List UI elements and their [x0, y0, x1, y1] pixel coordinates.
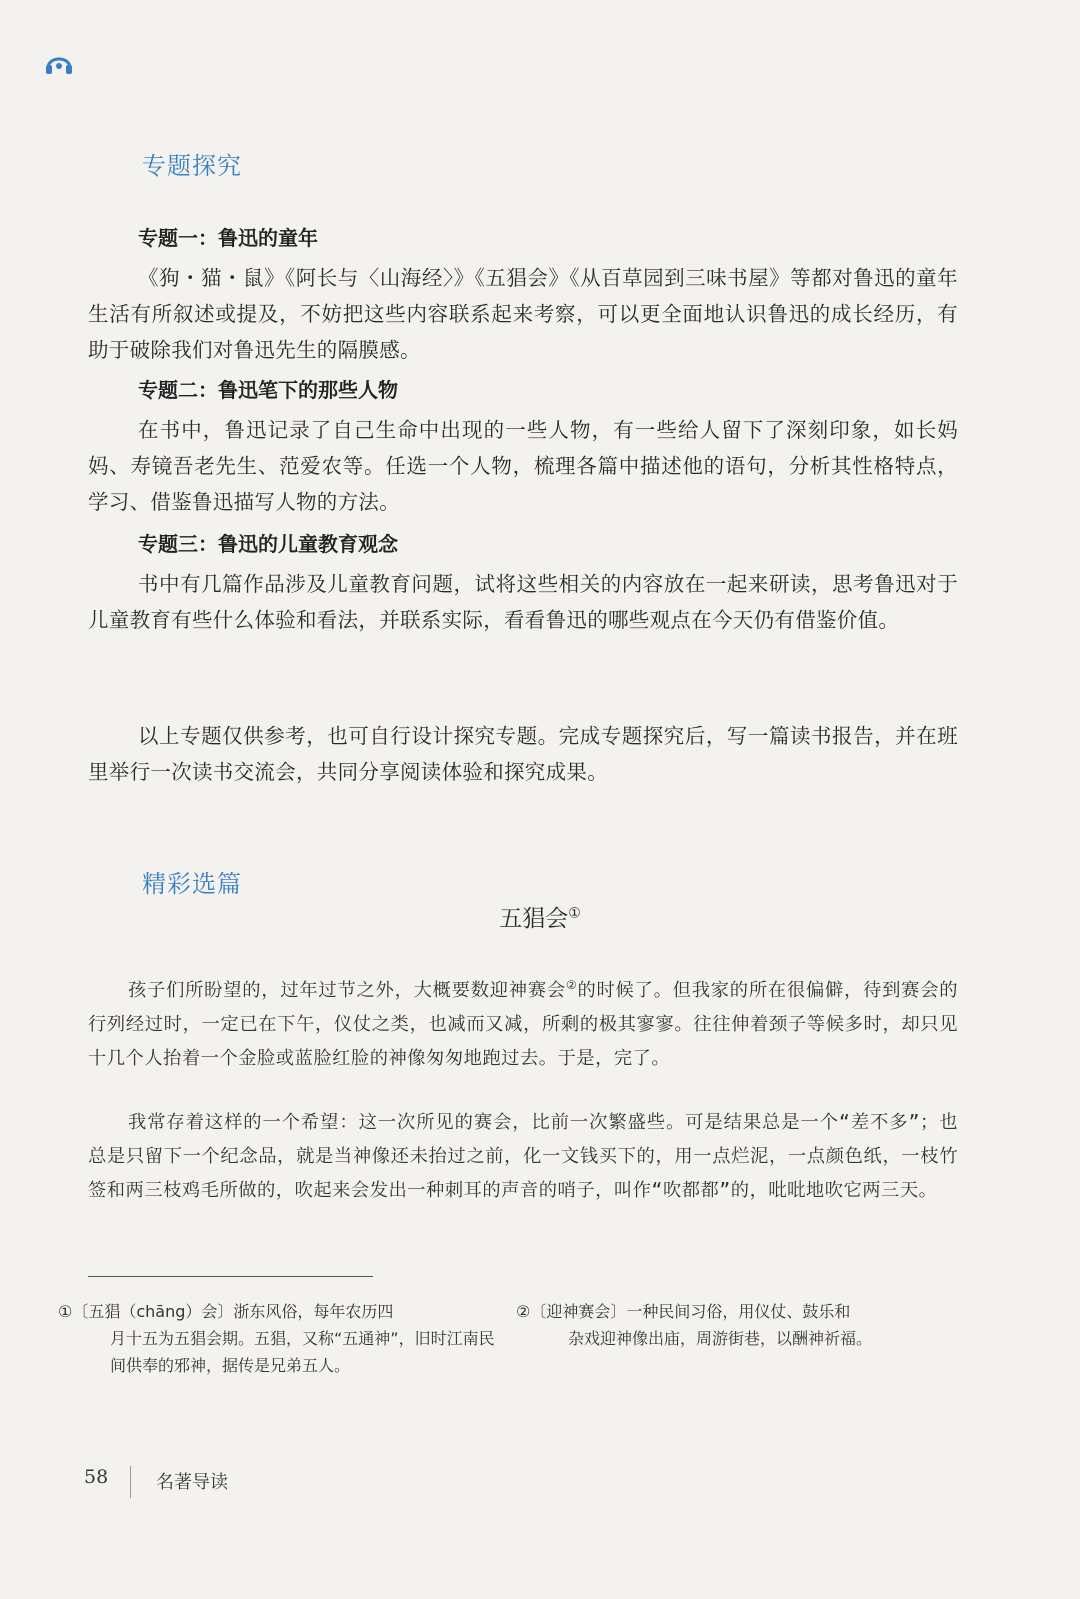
topic-2-title: 专题二：鲁迅笔下的那些人物 [138, 378, 398, 402]
topic-1-title: 专题一：鲁迅的童年 [138, 226, 318, 250]
section-title-research: 专题探究 [142, 152, 242, 180]
book-name: 名著导读 [156, 1472, 228, 1493]
footnote-1-mark: ① [58, 1302, 73, 1321]
footnote-2 [516, 1298, 962, 1352]
footnote-ref-2: ② [565, 978, 578, 992]
topic-3-title: 专题三：鲁迅的儿童教育观念 [138, 532, 398, 556]
essay-title-footnote-ref: ① [568, 905, 581, 922]
footnote-2-rest: 杂戏迎神像出庙，周游街巷，以酬神祈福。 [568, 1329, 873, 1348]
footnote-2-first-line: 〔迎神赛会〕一种民间习俗，用仪仗、鼓乐和 [530, 1302, 851, 1321]
topic-2-body: 在书中，鲁迅记录了自己生命中出现的一些人物，有一些给人留下了深刻印象，如长妈妈、寿镜吾老先生、范爱农等。任选一个人物，梳理各篇中描述他的语句，分析其性格特点，学习、借鉴鲁迅描写人物的方法。 [88, 418, 958, 514]
footnote-1 [58, 1298, 504, 1379]
essay-paragraph-2: 我常存着这样的一个希望：这一次所见的赛会，比前一次繁盛些。可是结果总是一个“差不多”；也总是只留下一个纪念品，就是当神像还未抬过之前，化一文钱买下的，用一点烂泥，一点颜色纸，一枝竹签和两三枝鸡毛所做的，吹起来会发出一种刺耳的声音的哨子，叫作“吹都都”的，吡吡地吹它两三天。 [88, 1112, 958, 1201]
footnote-1-first-line: 〔五猖（chāng）会〕浙东风俗，每年农历四 [72, 1302, 394, 1321]
essay-p1-end: 的时候了。但我家的所在很偏僻，待到赛会的行列经过时，一定已在下午，仪仗之类，也减而又减，所剩的极其寥寥。往往伸着颈子等候多时，却只见十几个人抬着一个金脸或蓝脸红脸的神像匆匆地跑过去。于是，完了。 [88, 980, 959, 1070]
closing-paragraph: 以上专题仅供参考，也可自行设计探究专题。完成专题探究后，写一篇读书报告，并在班里举行一次读书交流会，共同分享阅读体验和探究成果。 [88, 724, 958, 784]
page-number: 58 [84, 1466, 109, 1488]
footnote-divider [88, 1276, 373, 1277]
footer-divider [130, 1466, 131, 1498]
essay-title-text: 五猖会 [499, 906, 569, 932]
headphones-icon [44, 50, 74, 76]
topic-3-body: 书中有几篇作品涉及儿童教育问题，试将这些相关的内容放在一起来研读，思考鲁迅对于儿童教育有些什么体验和看法，并联系实际，看看鲁迅的哪些观点在今天仍有借鉴价值。 [88, 572, 958, 632]
footnote-1-rest: 月十五为五猖会期。五猖，又称“五通神”，旧时江南民间供奉的邪神，据传是兄弟五人。 [110, 1329, 495, 1375]
section-title-selected: 精彩选篇 [142, 870, 242, 898]
essay-p1-start: 孩子们所盼望的，过年过节之外，大概要数迎神赛会 [128, 980, 566, 1002]
essay-title [0, 900, 1080, 933]
essay-paragraph-1 [88, 968, 958, 1076]
footnote-2-mark: ② [516, 1302, 531, 1321]
topic-1-body: 《狗・猫・鼠》《阿长与〈山海经〉》《五猖会》《从百草园到三味书屋》等都对鲁迅的童年生活有所叙述或提及，不妨把这些内容联系起来考察，可以更全面地认识鲁迅的成长经历，有助于破除我们对鲁迅先生的隔膜感。 [88, 266, 958, 362]
